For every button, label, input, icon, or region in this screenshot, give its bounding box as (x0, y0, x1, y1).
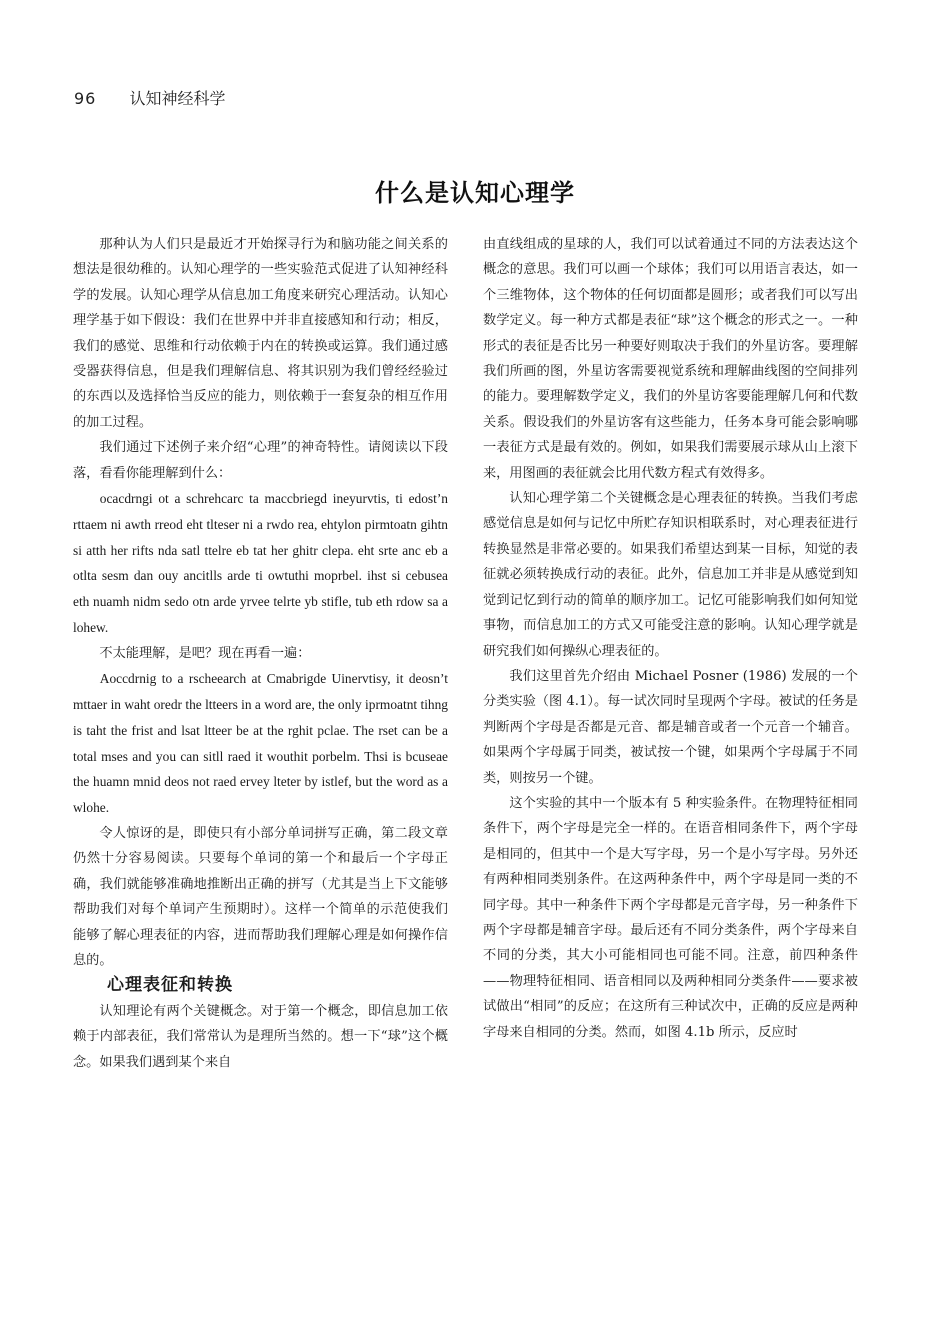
scrambled-text-paragraph: Aoccdrnig to a rscheearch at Cmabrigde Uinervtisy, it deosn’t mttaer in waht oredr the ltteers in a word are, the only iprmoatnt tihng is taht the frist and lsat ltteer be at the rghit pclae. The rset can be a total mses and you can sitll raed it wouthit porbelm. Thsi is bcuseae the huamn mnid deos not raed ervey lteter by istlef, but the word as a wlohe. (73, 671, 448, 816)
paragraph: 我们这里首先介绍由 Michael Posner (1986) 发展的一个分类实验（图 4.1）。每一试次同时呈现两个字母。被试的任务是判断两个字母是否都是元音、都是辅音或者一个元音一个辅音。如果两个字母属于同类，被试按一个键，如果两个字母属于不同类，则按另一个键。 (483, 668, 858, 786)
right-column (483, 232, 858, 1045)
paragraph: 认知理论有两个关键概念。对于第一个概念，即信息加工依赖于内部表征，我们常常认为是理所当然的。想一下“球”这个概念。如果我们遇到某个来自 (73, 1003, 448, 1070)
section-heading: 心理表征和转换 (107, 975, 233, 996)
paragraph: 认知心理学第二个关键概念是心理表征的转换。当我们考虑感觉信息是如何与记忆中所贮存知识相联系时，对心理表征进行转换显然是非常必要的。如果我们希望达到某一目标，知觉的表征就必须转换成行动的表征。此外，信息加工并非是从感觉到知觉到记忆到行动的简单的顺序加工。记忆可能影响我们如何知觉事物，而信息加工的方式又可能受注意的影响。认知心理学就是研究我们如何操纵心理表征的。 (483, 491, 858, 659)
book-title: 认知神经科学 (129, 89, 226, 108)
paragraph: 由直线组成的星球的人，我们可以试着通过不同的方法表达这个概念的意思。我们可以画一个球体；我们可以用语言表达，如一个三维物体，这个物体的任何切面都是圆形；或者我们可以写出数学定义。每一种方式都是表征“球”这个概念的形式之一。一种形式的表征是否比另一种要好则取决于我们的外星访客。要理解我们所画的图，外星访客需要视觉系统和理解曲线图的空间排列的能力。要理解数学定义，我们的外星访客要能理解几何和代数关系。假设我们的外星访客有这些能力，任务本身可能会影响哪一表征方式是最有效的。例如，如果我们需要展示球从山上滚下来，用图画的表征就会比用代数方程式有效得多。 (483, 237, 858, 481)
chapter-section-title: 什么是认知心理学 (375, 179, 575, 207)
page-number: 96 (74, 89, 97, 108)
paragraph: 不太能理解，是吧？现在再看一遍： (99, 645, 311, 661)
paragraph: 那种认为人们只是最近才开始探寻行为和脑功能之间关系的想法是很幼稚的。认知心理学的一些实验范式促进了认知神经科学的发展。认知心理学从信息加工角度来研究心理活动。认知心理学基于如下假设：我们在世界中并非直接感知和行动；相反，我们的感觉、思维和行动依赖于内在的转换或运算。我们通过感受器获得信息，但是我们理解信息、将其识别为我们曾经经验过的东西以及选择恰当反应的能力，则依赖于一套复杂的相互作用的加工过程。 (73, 237, 448, 430)
running-header (74, 86, 225, 109)
scrambled-text-paragraph: ocacdrngi ot a schrehcarc ta maccbriegd ineyurvtis, ti edost’n rttaem ni awth rreod eht tlteser ni a rwdo rea, ehtylon pirmtoatn gihtn si atth her rifts nda satl ttelre eb tat her ghitr clepa. eht srte anc eb a otlta sesm dan ouy ancitlls arde ti owtuthi moprbel. ihst si cebusea eth nuamh nidm sedo otn arde yrvee telrte yb stifle, tub eth rdow sa a lohew. (73, 491, 448, 636)
paragraph: 我们通过下述例子来介绍“心理”的神奇特性。请阅读以下段落，看看你能理解到什么： (73, 440, 448, 481)
paragraph: 这个实验的其中一个版本有 5 种实验条件。在物理特征相同条件下，两个字母是完全一样的。在语音相同条件下，两个字母是相同的，但其中一个是大写字母，另一个是小写字母。另外还有两种相同类别条件。在这两种条件中，两个字母是同一类的不同字母。其中一种条件下两个字母都是元音字母，另一种条件下两个字母都是辅音字母。最后还有不同分类条件，两个字母来自不同的分类，其大小可能相同也可能不同。注意，前四种条件——物理特征相同、语音相同以及两种相同分类条件——要求被试做出“相同”的反应；在这所有三种试次中，正确的反应是两种字母来自相同的分类。然而，如图 4.1b 所示，反应时 (483, 795, 858, 1040)
left-column (73, 232, 448, 1075)
paragraph: 令人惊讶的是，即使只有小部分单词拼写正确，第二段文章仍然十分容易阅读。只要每个单词的第一个和最后一个字母正确，我们就能够准确地推断出正确的拼写（尤其是当上下文能够帮助我们对每个单词产生预期时）。这样一个简单的示范使我们能够了解心理表征的内容，进而帮助我们理解心理是如何操作信息的。 (73, 826, 448, 969)
